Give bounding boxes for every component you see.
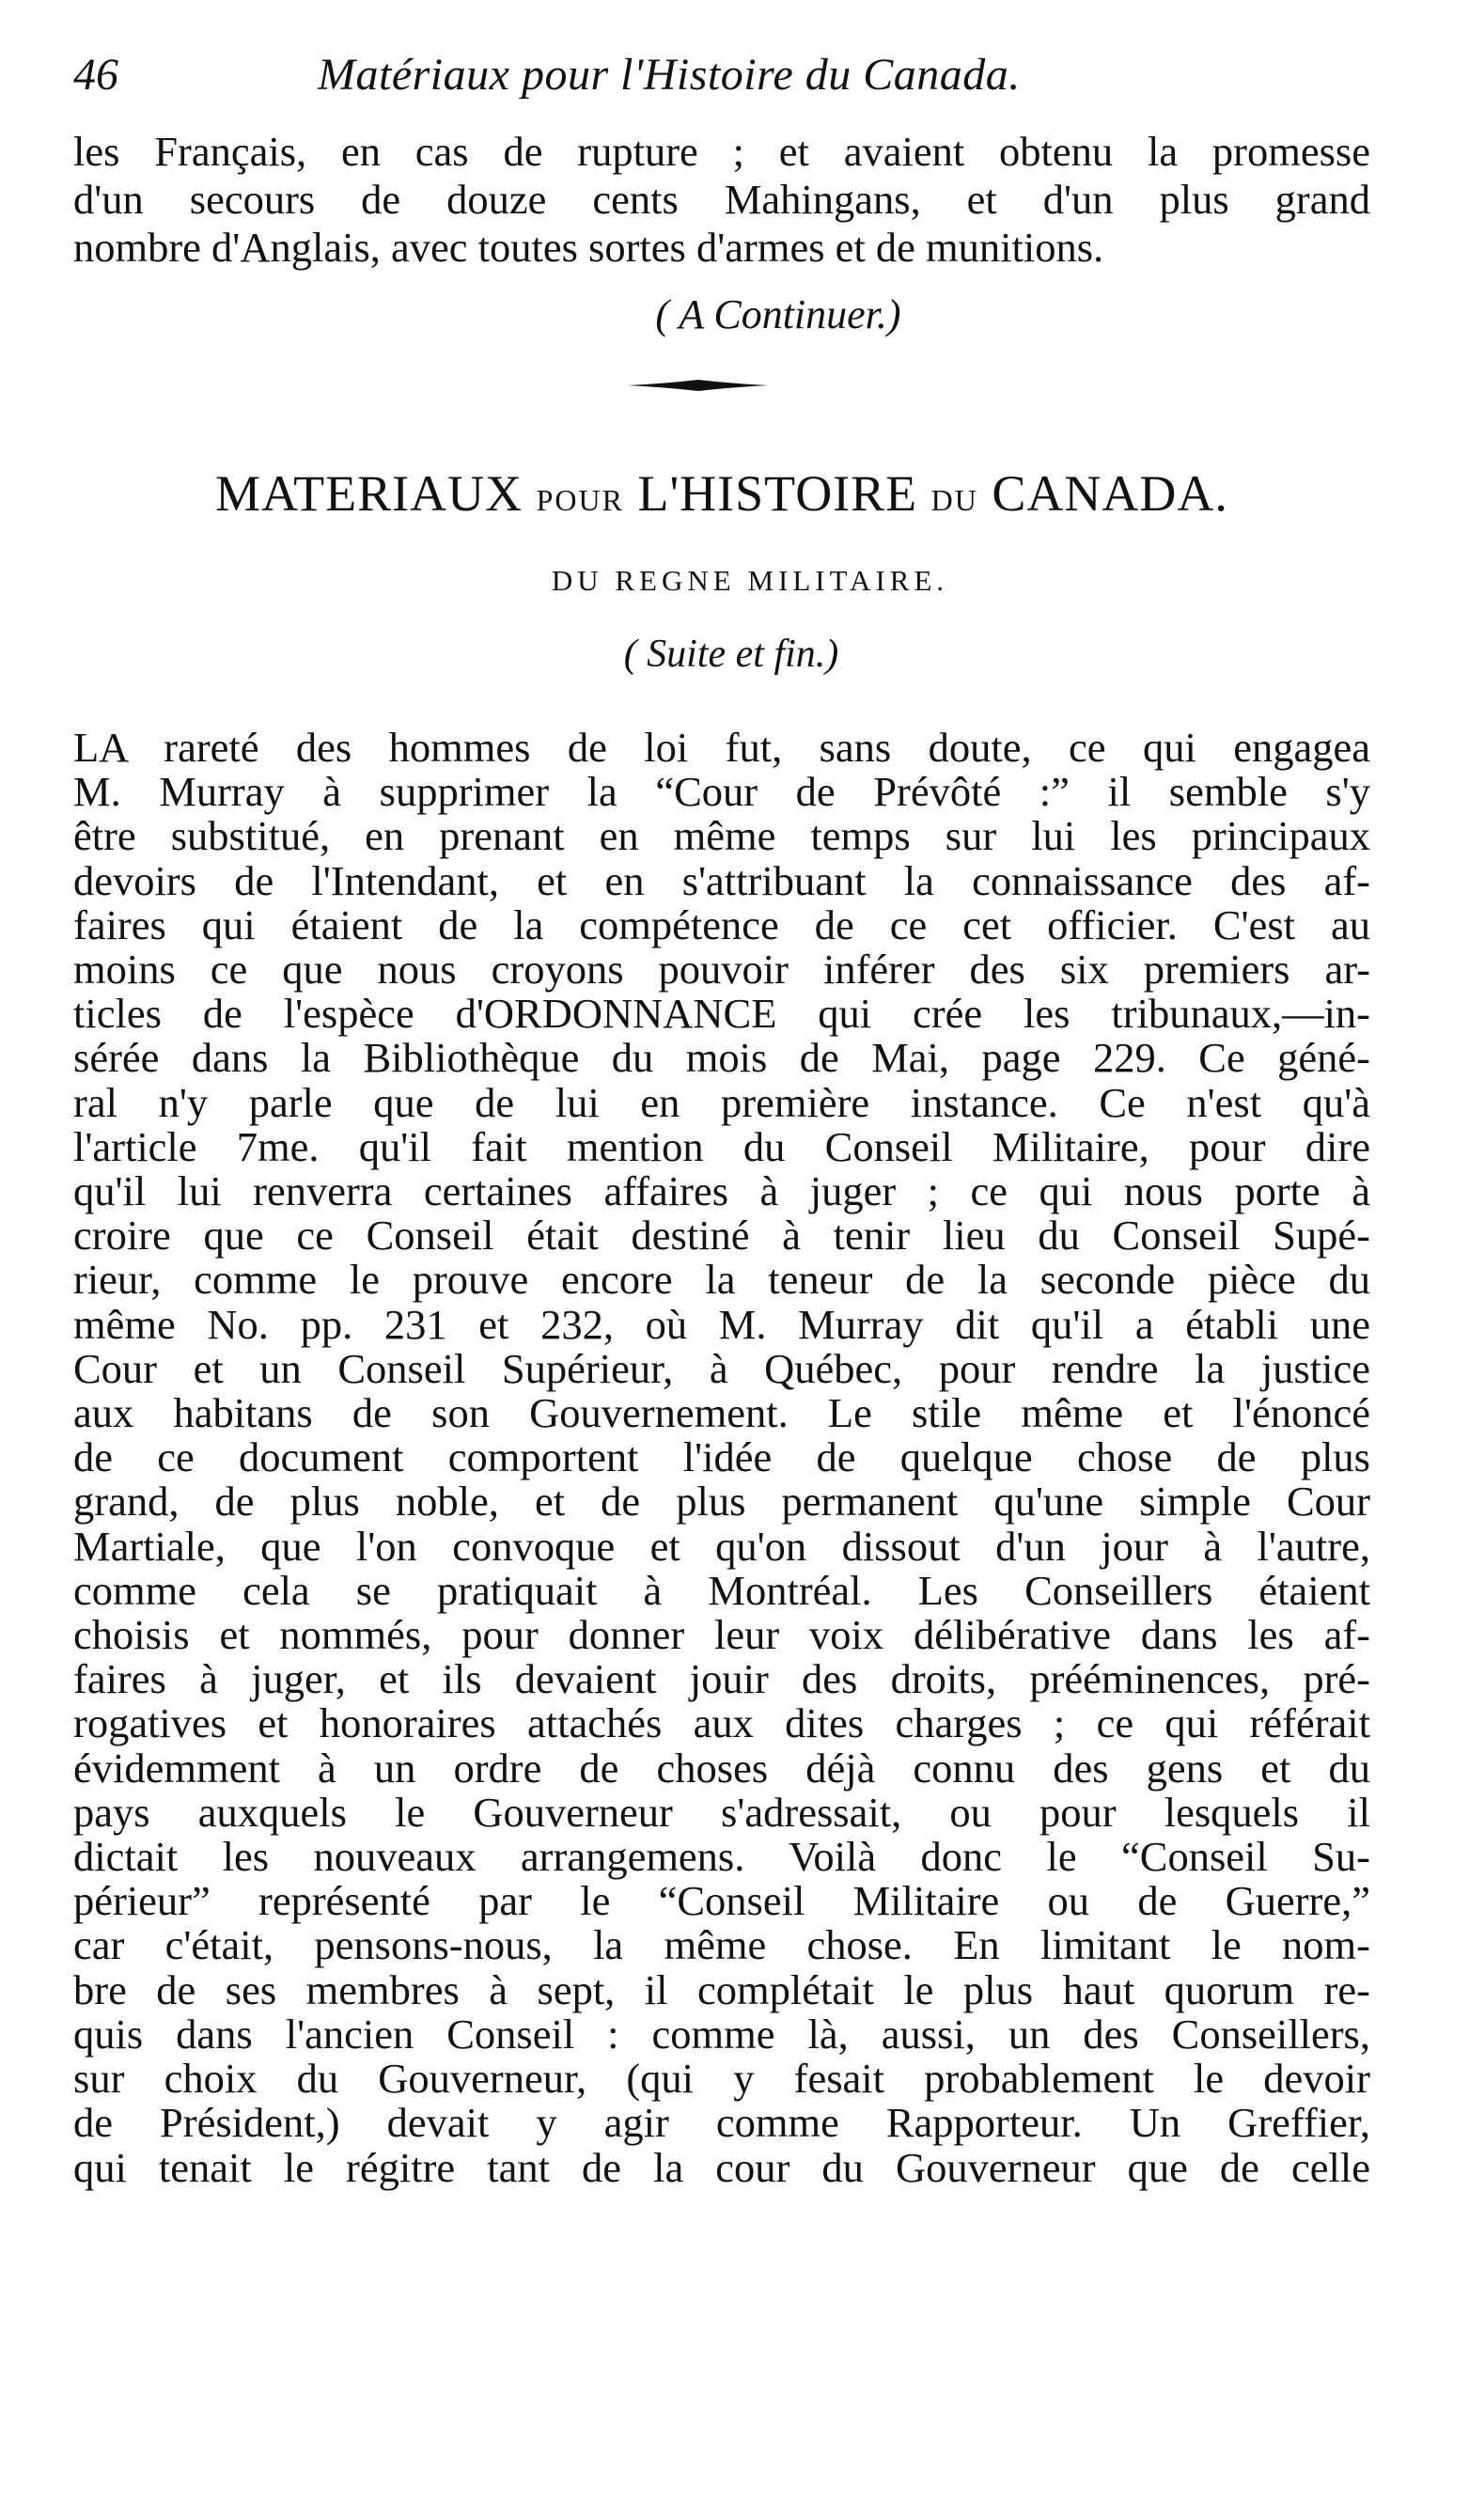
section-title <box>73 464 1370 523</box>
text-line: quis dans l'ancien Conseil : comme là, aussi, un des Conseillers, <box>73 2010 1370 2058</box>
text-line: de ce document comportent l'idée de quelque chose de plus <box>73 1433 1370 1481</box>
document-page <box>73 49 1370 2190</box>
text-line: devoirs de l'Intendant, et en s'attribuant la connaissance des af- <box>73 856 1370 904</box>
text-line: LA rareté des hommes de loi fut, sans doute, ce qui engagea <box>73 724 1370 771</box>
text-line: ticles de l'espèce d'ORDONNANCE qui crée les tribunaux,—in- <box>73 990 1370 1038</box>
text-line: Cour et un Conseil Supérieur, à Québec, pour rendre la justice <box>73 1344 1370 1392</box>
text-line: faires qui étaient de la compétence de ce cet officier. C'est au <box>73 900 1370 948</box>
section-title-part: POUR <box>536 483 624 517</box>
previous-section-text <box>73 128 1370 272</box>
text-line: les Français, en cas de rupture ; et avaient obtenu la promesse <box>73 128 1370 175</box>
text-line: être substitué, en prenant en même temps sur lui les principaux <box>73 812 1370 860</box>
body-text <box>73 726 1370 2190</box>
text-line: rieur, comme le prouve encore la teneur de la seconde pièce du <box>73 1256 1370 1304</box>
text-line: croire que ce Conseil était destiné à tenir lieu du Conseil Supé- <box>73 1212 1370 1260</box>
text-line: grand, de plus noble, et de plus permanent qu'une simple Cour <box>73 1478 1370 1526</box>
text-line: qu'il lui renverra certaines affaires à juger ; ce qui nous porte à <box>73 1167 1370 1215</box>
text-line: choisis et nommés, pour donner leur voix délibérative dans les af- <box>73 1611 1370 1659</box>
text-line: ral n'y parle que de lui en première instance. Ce n'est qu'à <box>73 1078 1370 1126</box>
text-line: dictait les nouveaux arrangemens. Voilà donc le “Conseil Su- <box>73 1833 1370 1881</box>
text-line: sérée dans la Bibliothèque du mois de Mai, page 229. Ce géné- <box>73 1034 1370 1082</box>
continuation-note: ( A Continuer.) <box>655 291 901 337</box>
ornamental-rule-icon <box>628 376 769 395</box>
text-line: l'article 7me. qu'il fait mention du Conseil Militaire, pour dire <box>73 1122 1370 1170</box>
section-title-part: MATERIAUX <box>215 465 524 522</box>
section-title-part: CANADA. <box>992 465 1228 522</box>
text-line: moins ce que nous croyons pouvoir inférer des six premiers ar- <box>73 946 1370 994</box>
text-line: comme cela se pratiquait à Montréal. Les Conseillers étaient <box>73 1566 1370 1614</box>
text-line: de Président,) devait y agir comme Rapporteur. Un Greffier, <box>73 2099 1370 2147</box>
text-line: car c'était, pensons-nous, la même chose. En limitant le nom- <box>73 1921 1370 1969</box>
running-title: Matériaux pour l'Histoire du Canada. <box>318 50 1021 100</box>
text-line: sur choix du Gouverneur, (qui y fesait probablement le devoir <box>73 2055 1370 2103</box>
body-paragraph <box>73 726 1370 2190</box>
text-line: bre de ses membres à sept, il complétait le plus haut quorum re- <box>73 1965 1370 2013</box>
text-line: évidemment à un ordre de choses déjà connu des gens et du <box>73 1744 1370 1792</box>
section-title-part: L'HISTOIRE <box>637 465 918 522</box>
text-line: faires à juger, et ils devaient jouir des droits, prééminences, pré- <box>73 1655 1370 1703</box>
text-line: pays auxquels le Gouverneur s'adressait, ou pour lesquels il <box>73 1788 1370 1836</box>
running-head <box>73 49 1370 115</box>
text-line: rogatives et honoraires attachés aux dites charges ; ce qui référait <box>73 1699 1370 1747</box>
text-line: d'un secours de douze cents Mahingans, et d'un plus grand <box>73 176 1370 223</box>
text-line: Martiale, que l'on convoque et qu'on dissout d'un jour à l'autre, <box>73 1522 1370 1570</box>
text-line: qui tenait le régitre tant de la cour du Gouverneur que de celle <box>73 2143 1370 2191</box>
section-title-part: DU <box>930 483 978 517</box>
text-line: même No. pp. 231 et 232, où M. Murray dit qu'il a établi une <box>73 1300 1370 1348</box>
section-subtitle: DU REGNE MILITAIRE. <box>551 564 949 597</box>
section-divider <box>73 376 1370 419</box>
section-note: ( Suite et fin.) <box>623 633 839 676</box>
text-line: périeur” représenté par le “Conseil Militaire ou de Guerre,” <box>73 1877 1370 1925</box>
text-line: nombre d'Anglais, avec toutes sortes d'armes et de munitions. <box>73 224 1104 271</box>
text-line: aux habitans de son Gouvernement. Le stile même et l'énoncé <box>73 1389 1370 1437</box>
page-number: 46 <box>73 50 118 100</box>
text-line: M. Murray à supprimer la “Cour de Prévôté :” il semble s'y <box>73 768 1370 816</box>
